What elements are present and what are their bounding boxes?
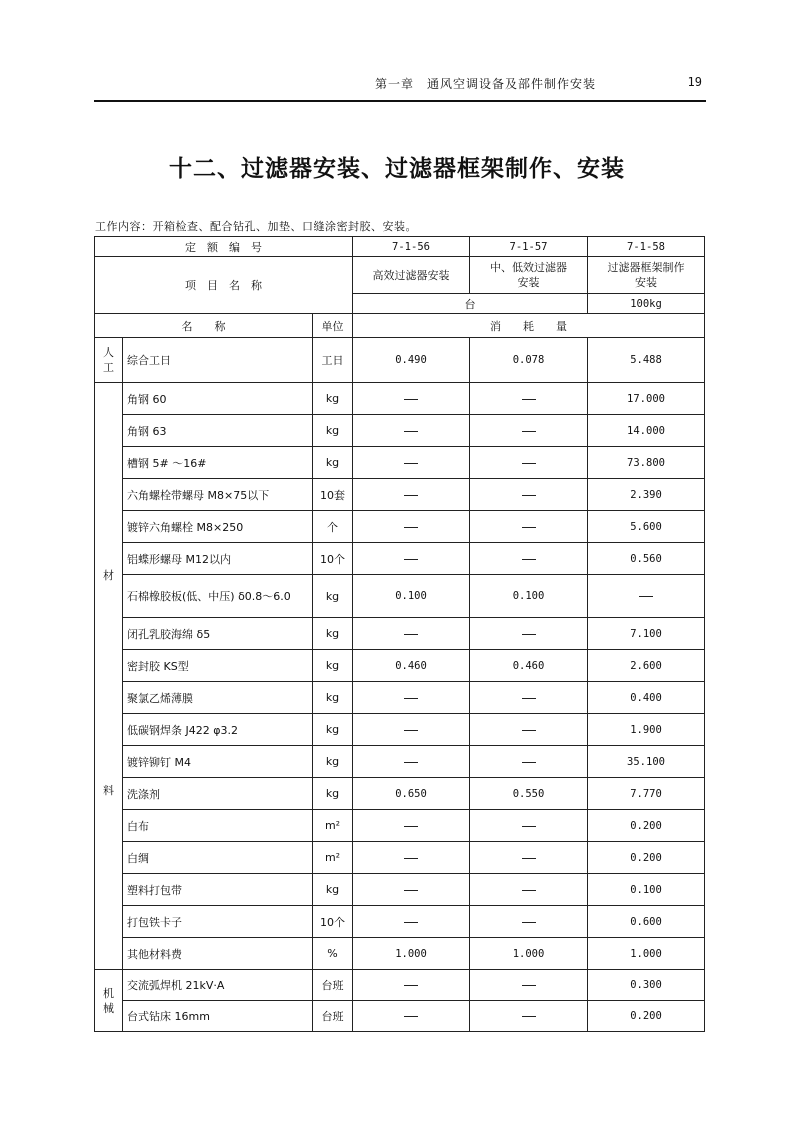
value-empty bbox=[353, 479, 470, 511]
value: 0.400 bbox=[588, 682, 705, 714]
item-name: 槽钢 5# ～16# bbox=[123, 447, 313, 479]
item-name: 洗涤剂 bbox=[123, 778, 313, 810]
dash-mark bbox=[404, 463, 418, 464]
dash-mark bbox=[522, 826, 536, 827]
value: 73.800 bbox=[588, 447, 705, 479]
value-empty bbox=[353, 447, 470, 479]
dash-mark bbox=[522, 431, 536, 432]
dash-mark bbox=[522, 634, 536, 635]
item-name-3: 过滤器框架制作 安装 bbox=[588, 257, 705, 294]
dash-mark bbox=[522, 858, 536, 859]
value-empty bbox=[353, 746, 470, 778]
code-7-1-58: 7-1-58 bbox=[588, 237, 705, 257]
value: 0.100 bbox=[353, 575, 470, 618]
item-unit: % bbox=[313, 938, 353, 970]
col-unit-header: 单位 bbox=[313, 314, 353, 338]
table-row bbox=[95, 714, 705, 746]
item-unit: kg bbox=[313, 714, 353, 746]
value-empty bbox=[470, 383, 588, 415]
item-unit: kg bbox=[313, 778, 353, 810]
quota-no-label: 定 额 编 号 bbox=[95, 237, 353, 257]
item-unit: m² bbox=[313, 810, 353, 842]
item-name: 台式钻床 16mm bbox=[123, 1001, 313, 1032]
value-empty bbox=[470, 415, 588, 447]
value-empty bbox=[470, 874, 588, 906]
item-name: 铝蝶形螺母 M12以内 bbox=[123, 543, 313, 575]
value: 0.300 bbox=[588, 970, 705, 1001]
item-unit: 台班 bbox=[313, 1001, 353, 1032]
value-empty bbox=[353, 682, 470, 714]
value: 0.078 bbox=[470, 338, 588, 383]
code-7-1-56: 7-1-56 bbox=[353, 237, 470, 257]
dash-mark bbox=[404, 826, 418, 827]
value: 1.900 bbox=[588, 714, 705, 746]
category-material bbox=[95, 383, 123, 970]
value: 0.650 bbox=[353, 778, 470, 810]
table-row bbox=[95, 682, 705, 714]
item-unit: kg bbox=[313, 383, 353, 415]
value-empty bbox=[470, 479, 588, 511]
table-row bbox=[95, 938, 705, 970]
value-empty bbox=[353, 618, 470, 650]
value: 0.550 bbox=[470, 778, 588, 810]
item-unit: kg bbox=[313, 575, 353, 618]
value: 1.000 bbox=[588, 938, 705, 970]
category-material-1: 材 bbox=[103, 569, 114, 582]
value-empty bbox=[470, 714, 588, 746]
item-name: 角钢 60 bbox=[123, 383, 313, 415]
item-name: 交流弧焊机 21kV·A bbox=[123, 970, 313, 1001]
page-header bbox=[94, 75, 706, 101]
value-empty bbox=[470, 810, 588, 842]
item-name: 闭孔乳胶海绵 δ5 bbox=[123, 618, 313, 650]
table-row bbox=[95, 618, 705, 650]
category-machine: 机械 bbox=[95, 970, 123, 1032]
value-empty bbox=[353, 383, 470, 415]
value: 0.200 bbox=[588, 1001, 705, 1032]
item-name: 密封胶 KS型 bbox=[123, 650, 313, 682]
table-row bbox=[95, 874, 705, 906]
section-title: 十二、过滤器安装、过滤器框架制作、安装 bbox=[169, 156, 625, 182]
dash-mark bbox=[522, 527, 536, 528]
item-unit: kg bbox=[313, 415, 353, 447]
dash-mark bbox=[404, 634, 418, 635]
dash-mark bbox=[522, 698, 536, 699]
dash-mark bbox=[522, 559, 536, 560]
value-empty bbox=[353, 511, 470, 543]
col-consumption-header: 消 耗 量 bbox=[353, 314, 705, 338]
value: 0.200 bbox=[588, 810, 705, 842]
item-unit: m² bbox=[313, 842, 353, 874]
value: 0.100 bbox=[588, 874, 705, 906]
value-empty bbox=[470, 511, 588, 543]
value-empty bbox=[470, 447, 588, 479]
unit-unit: 台 bbox=[353, 294, 588, 314]
value-empty bbox=[470, 682, 588, 714]
item-name: 打包铁卡子 bbox=[123, 906, 313, 938]
value-empty bbox=[353, 1001, 470, 1032]
value-empty bbox=[588, 575, 705, 618]
value: 7.100 bbox=[588, 618, 705, 650]
item-name: 低碳钢焊条 J422 φ3.2 bbox=[123, 714, 313, 746]
table-row bbox=[95, 479, 705, 511]
item-unit: kg bbox=[313, 650, 353, 682]
category-material-2: 料 bbox=[103, 784, 114, 797]
table-row bbox=[95, 575, 705, 618]
value-empty bbox=[353, 810, 470, 842]
item-name: 聚氯乙烯薄膜 bbox=[123, 682, 313, 714]
table-row bbox=[95, 906, 705, 938]
item-unit: 台班 bbox=[313, 970, 353, 1001]
quota-table bbox=[94, 236, 705, 1032]
value-empty bbox=[470, 543, 588, 575]
item-unit: kg bbox=[313, 746, 353, 778]
item-unit: kg bbox=[313, 682, 353, 714]
value-empty bbox=[470, 1001, 588, 1032]
item-name: 镀锌铆钉 M4 bbox=[123, 746, 313, 778]
value: 0.560 bbox=[588, 543, 705, 575]
dash-mark bbox=[522, 495, 536, 496]
item-name: 石棉橡胶板(低、中压) δ0.8～6.0 bbox=[123, 575, 313, 618]
dash-mark bbox=[522, 985, 536, 986]
item-name-2: 中、低效过滤器 安装 bbox=[470, 257, 588, 294]
dash-mark bbox=[522, 762, 536, 763]
table-row bbox=[95, 383, 705, 415]
dash-mark bbox=[404, 698, 418, 699]
dash-mark bbox=[404, 1016, 418, 1017]
category-labor: 人工 bbox=[95, 338, 123, 383]
dash-mark bbox=[404, 890, 418, 891]
table-row bbox=[95, 415, 705, 447]
dash-mark bbox=[522, 1016, 536, 1017]
item-name: 塑料打包带 bbox=[123, 874, 313, 906]
table-row bbox=[95, 511, 705, 543]
dash-mark bbox=[639, 596, 653, 597]
item-name-1: 高效过滤器安装 bbox=[353, 257, 470, 294]
item-unit: kg bbox=[313, 874, 353, 906]
item-name: 角钢 63 bbox=[123, 415, 313, 447]
dash-mark bbox=[522, 463, 536, 464]
code-7-1-57: 7-1-57 bbox=[470, 237, 588, 257]
item-name: 综合工日 bbox=[123, 338, 313, 383]
value-empty bbox=[470, 906, 588, 938]
item-name: 白绸 bbox=[123, 842, 313, 874]
page-number: 19 bbox=[687, 75, 702, 89]
table-row bbox=[95, 338, 705, 383]
dash-mark bbox=[404, 527, 418, 528]
dash-mark bbox=[522, 890, 536, 891]
value: 0.600 bbox=[588, 906, 705, 938]
value: 7.770 bbox=[588, 778, 705, 810]
chapter-title: 第一章 通风空调设备及部件制作安装 bbox=[374, 77, 596, 91]
dash-mark bbox=[522, 399, 536, 400]
value-empty bbox=[470, 970, 588, 1001]
dash-mark bbox=[404, 495, 418, 496]
item-name: 其他材料费 bbox=[123, 938, 313, 970]
table-row bbox=[95, 447, 705, 479]
value-empty bbox=[353, 842, 470, 874]
item-name: 白布 bbox=[123, 810, 313, 842]
item-unit: 工日 bbox=[313, 338, 353, 383]
value: 0.490 bbox=[353, 338, 470, 383]
item-name: 六角螺栓带螺母 M8×75以下 bbox=[123, 479, 313, 511]
value-empty bbox=[353, 970, 470, 1001]
item-unit: 10个 bbox=[313, 906, 353, 938]
item-name-label: 项 目 名 称 bbox=[95, 257, 353, 314]
work-content: 工作内容：开箱检查、配合钻孔、加垫、口缝涂密封胶、安装。 bbox=[95, 220, 417, 233]
header-rule bbox=[94, 100, 706, 102]
dash-mark bbox=[404, 431, 418, 432]
table-row bbox=[95, 778, 705, 810]
value: 0.460 bbox=[353, 650, 470, 682]
item-unit: kg bbox=[313, 618, 353, 650]
dash-mark bbox=[404, 559, 418, 560]
value-empty bbox=[353, 415, 470, 447]
item-unit: 10个 bbox=[313, 543, 353, 575]
dash-mark bbox=[404, 858, 418, 859]
value-empty bbox=[470, 618, 588, 650]
value: 5.600 bbox=[588, 511, 705, 543]
table-row bbox=[95, 650, 705, 682]
dash-mark bbox=[404, 922, 418, 923]
value: 0.100 bbox=[470, 575, 588, 618]
value: 14.000 bbox=[588, 415, 705, 447]
item-unit: 个 bbox=[313, 511, 353, 543]
dash-mark bbox=[522, 922, 536, 923]
value-empty bbox=[353, 714, 470, 746]
value: 17.000 bbox=[588, 383, 705, 415]
item-unit: 10套 bbox=[313, 479, 353, 511]
value: 0.200 bbox=[588, 842, 705, 874]
item-name: 镀锌六角螺栓 M8×250 bbox=[123, 511, 313, 543]
value: 35.100 bbox=[588, 746, 705, 778]
table-row bbox=[95, 970, 705, 1001]
table-row bbox=[95, 746, 705, 778]
table-row bbox=[95, 1001, 705, 1032]
value: 1.000 bbox=[353, 938, 470, 970]
unit-100kg: 100kg bbox=[588, 294, 705, 314]
item-unit: kg bbox=[313, 447, 353, 479]
dash-mark bbox=[404, 730, 418, 731]
dash-mark bbox=[522, 730, 536, 731]
value: 1.000 bbox=[470, 938, 588, 970]
value: 5.488 bbox=[588, 338, 705, 383]
dash-mark bbox=[404, 985, 418, 986]
table-row bbox=[95, 810, 705, 842]
value-empty bbox=[353, 543, 470, 575]
value: 0.460 bbox=[470, 650, 588, 682]
dash-mark bbox=[404, 399, 418, 400]
dash-mark bbox=[404, 762, 418, 763]
value-empty bbox=[470, 842, 588, 874]
value: 2.390 bbox=[588, 479, 705, 511]
value-empty bbox=[353, 906, 470, 938]
table-row bbox=[95, 842, 705, 874]
col-name-header: 名 称 bbox=[95, 314, 313, 338]
value-empty bbox=[470, 746, 588, 778]
table-row bbox=[95, 543, 705, 575]
value: 2.600 bbox=[588, 650, 705, 682]
value-empty bbox=[353, 874, 470, 906]
